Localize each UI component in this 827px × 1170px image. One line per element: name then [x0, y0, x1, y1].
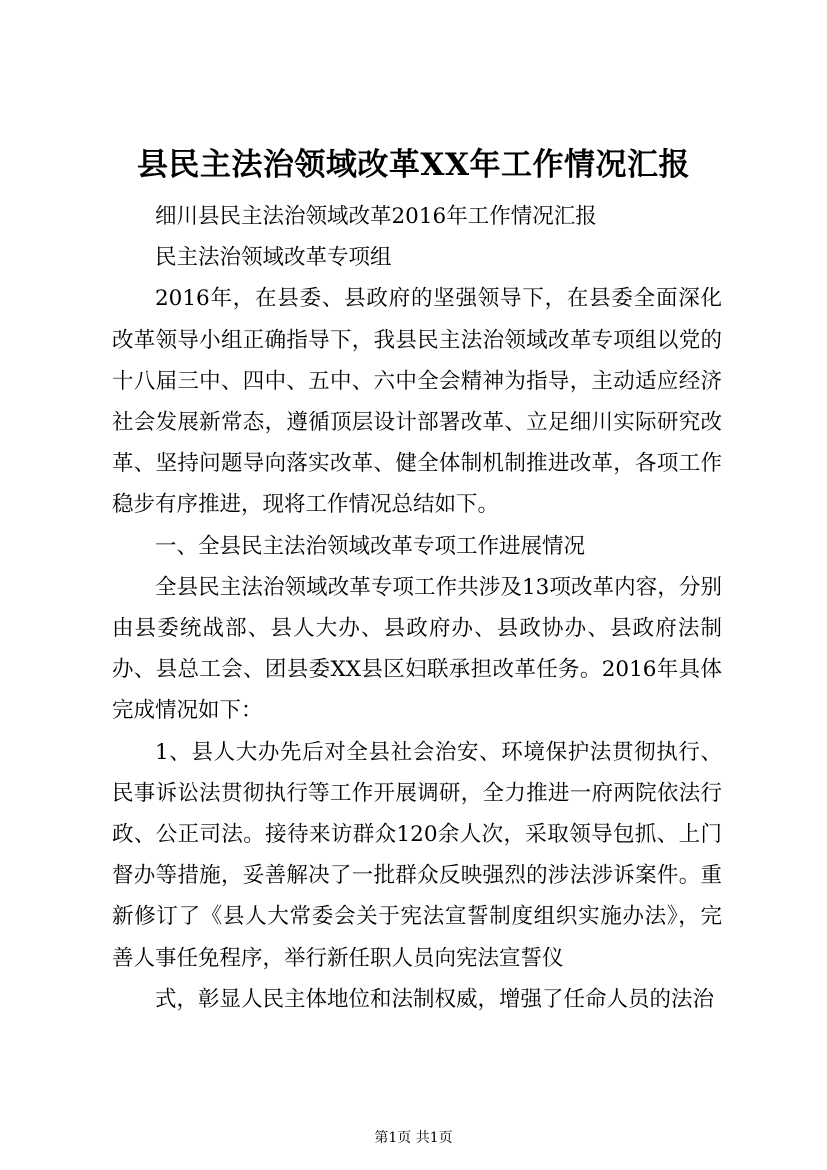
paragraph-item-1: 1、县人大办先后对全县社会治安、环境保护法贯彻执行、民事诉讼法贯彻执行等工作开展调研，全力推进一府两院依法行政、公正司法。接待来访群众120余人次，采取领导包抓、上门督办等措施，妥善解决了一批群众反映强烈的涉法涉诉案件。重新修订了《县人大常委会关于宪法宣誓制度组织实施办法》，完善人事任免程序，举行新任职人员向宪法宣誓仪 [112, 739, 722, 971]
document-title: 县民主法治领域改革XX年工作情况汇报 [136, 147, 691, 183]
paragraph-overview: 全县民主法治领域改革专项工作共涉及13项改革内容，分别由县委统战部、县人大办、县政府办、县政协办、县政府法制办、县总工会、团县委XX县区妇联承担改革任务。2016年具体完成情况如下： [112, 574, 722, 724]
paragraph-intro: 2016年，在县委、县政府的坚强领导下，在县委全面深化改革领导小组正确指导下，我县民主法治领域改革专项组以党的十八届三中、四中、五中、六中全会精神为指导，主动适应经济社会发展新常态，遵循顶层设计部署改革、立足细川实际研究改革、坚持问题导向落实改革、健全体制机制推进改革，各项工作稳步有序推进，现将工作情况总结如下。 [112, 286, 722, 518]
document-body [112, 196, 722, 1020]
section-heading: 一、全县民主法治领域改革专项工作进展情况 [155, 533, 586, 559]
paragraph-continuation: 式，彰显人民主体地位和法制权威，增强了任命人员的法治 [155, 986, 715, 1012]
paragraph-group-name: 民主法治领域改革专项组 [155, 245, 392, 271]
paragraph-subtitle: 细川县民主法治领域改革2016年工作情况汇报 [155, 204, 597, 229]
page-footer: 第1页 共1页 [374, 1130, 453, 1146]
